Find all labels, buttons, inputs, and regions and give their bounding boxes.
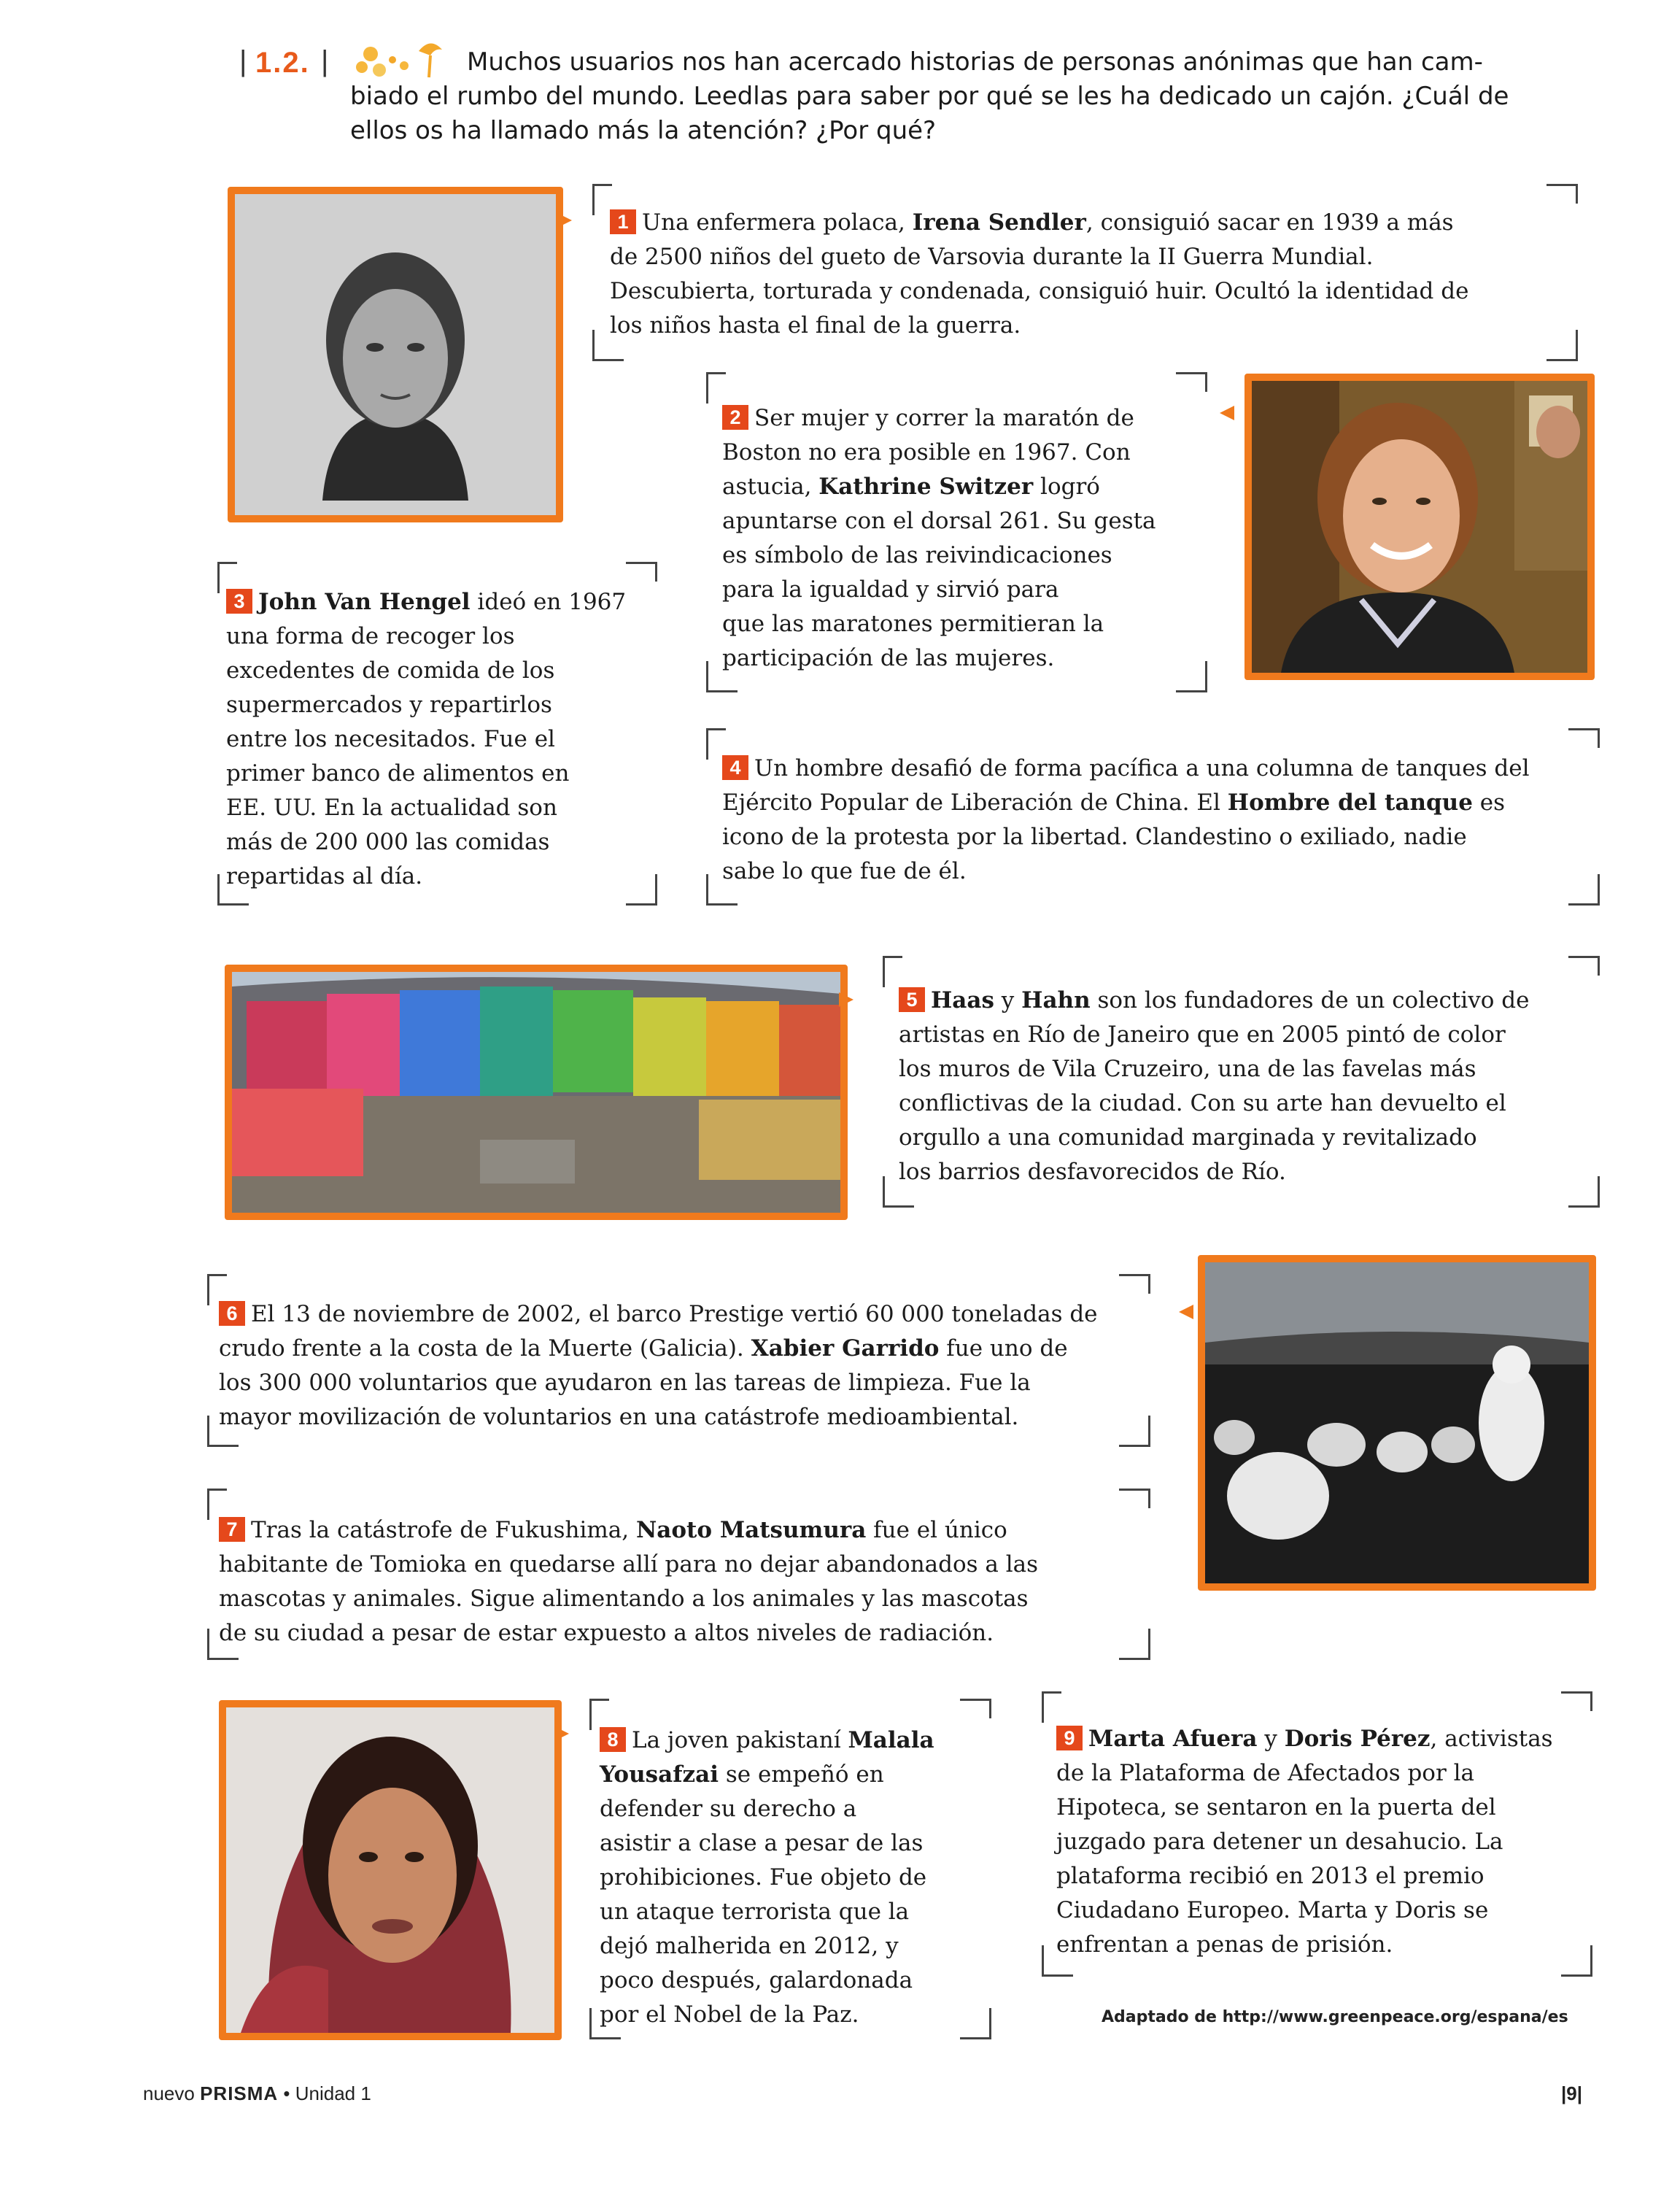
story-line (899, 1018, 1599, 1052)
intro-line-2: biado el rumbo del mundo. Leedlas para saber por qué se les ha dedicado un cajón. ¿Cuál de (350, 82, 1509, 111)
exercise-number: 1.2. (255, 47, 310, 79)
story-text-segment: mascotas y animales. Sigue alimentando a los animales y las mascotas (219, 1586, 1029, 1612)
pointer-arrow-8 (554, 1726, 569, 1741)
story-line (226, 619, 635, 654)
story-5-text (899, 984, 1599, 1189)
story-line (219, 1616, 1138, 1651)
story-number-badge: 3 (226, 589, 252, 614)
story-text-segment: La joven pakistaní (632, 1727, 848, 1753)
source-credit: Adaptado de http://www.greenpeace.org/espana/es (1102, 2008, 1568, 2026)
story-line (899, 1086, 1599, 1121)
story-3-text (226, 585, 635, 894)
footer-suffix: • Unidad 1 (278, 2082, 371, 2104)
story-line (219, 1548, 1138, 1582)
story-text-segment: sabe lo que fue de él. (722, 858, 967, 884)
story-text-segment: poco después, galardonada (600, 1967, 913, 1993)
story-text-segment: crudo frente a la costa de la Muerte (Galicia). (219, 1335, 751, 1362)
bracket-tl-1 (592, 184, 612, 215)
story-line (722, 573, 1204, 607)
story-text-segment: que las maratones permitieran la (722, 611, 1104, 637)
story-line (1056, 1825, 1596, 1859)
story-text-segment: primer banco de alimentos en (226, 760, 570, 787)
story-number-badge: 8 (600, 1727, 626, 1752)
story-line (722, 752, 1598, 786)
story-text-segment: orgullo a una comunidad marginada y revitalizado (899, 1124, 1477, 1151)
story-line (1056, 1893, 1596, 1928)
story-line (899, 1052, 1599, 1086)
story-text-segment: Ejército Popular de Liberación de China. El (722, 789, 1228, 816)
story-number-badge: 7 (219, 1517, 245, 1542)
story-4-text (722, 752, 1598, 889)
story-text-segment: , consiguió sacar en 1939 a más (1085, 209, 1454, 236)
person-name: Doris Pérez (1284, 1726, 1431, 1752)
footer-unit (143, 2082, 371, 2105)
story-text-segment: juzgado para detener un desahucio. La (1056, 1829, 1503, 1855)
bracket-tl-9 (1042, 1691, 1061, 1723)
story-line (1056, 1756, 1596, 1791)
story-line (722, 641, 1204, 676)
story-text-segment: Hipoteca, se sentaron en la puerta del (1056, 1794, 1496, 1821)
person-name: Haas (931, 987, 994, 1014)
story-text-segment: para la igualdad y sirvió para (722, 576, 1059, 603)
story-line (610, 274, 1558, 309)
story-text-segment: los muros de Vila Cruzeiro, una de las favelas más (899, 1056, 1476, 1082)
story-text-segment: Descubierta, torturada y condenada, consiguió huir. Ocultó la identidad de (610, 278, 1469, 304)
person-name: Yousafzai (600, 1761, 719, 1788)
pointer-arrow-5 (839, 992, 853, 1007)
intro-text (350, 45, 1612, 148)
story-line (226, 688, 635, 722)
story-line (1056, 1859, 1596, 1893)
story-text-segment: ideó en 1967 (470, 589, 627, 615)
story-line (600, 1998, 979, 2032)
story-line (1056, 1722, 1596, 1756)
story-text-segment: fue el único (866, 1517, 1007, 1543)
exercise-bar-right: | (321, 45, 329, 77)
story-text-segment: más de 200 000 las comidas (226, 829, 550, 855)
story-text-segment: entre los necesitados. Fue el (226, 726, 555, 752)
irena-sendler-photo (228, 187, 563, 522)
story-text-segment: excedentes de comida de los (226, 657, 555, 684)
story-text-segment: repartidas al día. (226, 863, 423, 889)
story-text-segment: de la Plataforma de Afectados por la (1056, 1760, 1475, 1786)
story-text-segment: se empeñó en (719, 1761, 884, 1788)
person-name: John Van Hengel (258, 589, 471, 615)
story-text-segment: de 2500 niños del gueto de Varsovia durante la II Guerra Mundial. (610, 244, 1374, 270)
bracket-tl-2 (706, 372, 726, 404)
story-text-segment: son los fundadores de un colectivo de (1090, 987, 1530, 1014)
page-number: |9| (1561, 2082, 1583, 2104)
story-8-text (600, 1723, 979, 2032)
bracket-tr-1 (1547, 184, 1578, 204)
story-2-text (722, 401, 1204, 676)
person-name: Naoto Matsumura (635, 1517, 867, 1543)
intro-line-3: ellos os ha llamado más la atención? ¿Por qué? (350, 116, 937, 145)
story-line (219, 1582, 1138, 1616)
story-text-segment: supermercados y repartirlos (226, 692, 552, 718)
person-name: Irena Sendler (912, 209, 1086, 236)
story-text-segment: Tras la catástrofe de Fukushima, (251, 1517, 636, 1543)
story-line (722, 504, 1204, 538)
story-line (722, 401, 1204, 436)
person-name: Marta Afuera (1088, 1726, 1258, 1752)
story-text-segment: es (1472, 789, 1506, 816)
story-text-segment: Ciudadano Europeo. Marta y Doris se (1056, 1897, 1489, 1923)
prestige-volunteers-photo (1198, 1255, 1596, 1591)
story-line (226, 825, 635, 860)
kathrine-switzer-photo (1244, 374, 1595, 680)
story-line (600, 1964, 979, 1998)
story-text-segment: Una enfermera polaca, (642, 209, 913, 236)
story-line (610, 206, 1558, 240)
portrait-woman-smiling-icon (1252, 381, 1587, 673)
story-number-badge: 6 (219, 1301, 245, 1326)
story-text-segment: mayor movilización de voluntarios en una catástrofe medioambiental. (219, 1404, 1019, 1430)
bracket-tr-9 (1561, 1691, 1592, 1711)
story-text-segment: prohibiciones. Fue objeto de (600, 1864, 927, 1891)
bracket-tr-2 (1176, 372, 1207, 392)
story-text-segment: Boston no era posible en 1967. Con (722, 439, 1131, 466)
story-line (899, 984, 1599, 1018)
story-text-segment: astucia, (722, 474, 819, 500)
story-text-segment: de su ciudad a pesar de estar expuesto a altos niveles de radiación. (219, 1620, 994, 1646)
story-line (226, 585, 635, 619)
bracket-tr-6 (1119, 1274, 1150, 1294)
story-line (899, 1121, 1599, 1155)
story-text-segment: un ataque terrorista que la (600, 1899, 910, 1925)
story-text-segment: Ser mujer y correr la maratón de (754, 405, 1134, 431)
story-number-badge: 4 (722, 755, 748, 780)
story-line (722, 538, 1204, 573)
story-line (1056, 1791, 1596, 1825)
story-line (600, 1792, 979, 1826)
story-number-badge: 2 (722, 405, 748, 430)
story-text-segment: , activistas (1430, 1726, 1553, 1752)
volunteers-cleaning-icon (1205, 1262, 1589, 1583)
story-6-text (219, 1297, 1138, 1435)
footer-prefix: nuevo (143, 2082, 201, 2104)
story-text-segment: icono de la protesta por la libertad. Clandestino o exiliado, nadie (722, 824, 1467, 850)
story-line (219, 1513, 1138, 1548)
story-line (600, 1861, 979, 1895)
story-line (722, 854, 1598, 889)
exercise-bar-left: | (239, 45, 247, 77)
bracket-tr-5 (1568, 956, 1600, 976)
person-name: Hahn (1021, 987, 1091, 1014)
story-text-segment: artistas en Río de Janeiro que en 2005 pintó de color (899, 1022, 1506, 1048)
story-text-segment: asistir a clase a pesar de las (600, 1830, 924, 1856)
story-text-segment: los 300 000 voluntarios que ayudaron en las tareas de limpieza. Fue la (219, 1370, 1031, 1396)
story-text-segment: enfrentan a penas de prisión. (1056, 1931, 1393, 1958)
footer-brand: PRISMA (200, 2082, 279, 2104)
story-text-segment: los niños hasta el final de la guerra. (610, 312, 1021, 339)
story-text-segment: plataforma recibió en 2013 el premio (1056, 1863, 1484, 1889)
story-text-segment: y (1257, 1726, 1285, 1752)
story-text-segment: logró (1033, 474, 1100, 500)
bracket-tl-5 (883, 956, 902, 987)
malala-photo (219, 1700, 562, 2040)
bracket-tr-8 (960, 1699, 991, 1718)
story-line (722, 786, 1598, 820)
story-line (600, 1723, 979, 1758)
story-line (226, 860, 635, 894)
story-text-segment: apuntarse con el dorsal 261. Su gesta (722, 508, 1156, 534)
story-text-segment: defender su derecho a (600, 1796, 857, 1822)
person-name: Xabier Garrido (751, 1335, 940, 1362)
story-line (722, 607, 1204, 641)
portrait-girl-headscarf-icon (226, 1707, 554, 2033)
pointer-arrow-6 (1179, 1305, 1193, 1319)
page-number-value: 9 (1566, 2082, 1577, 2104)
story-text-segment: una forma de recoger los (226, 623, 515, 649)
story-line (600, 1758, 979, 1792)
story-line (600, 1929, 979, 1964)
story-line (722, 820, 1598, 854)
story-text-segment: participación de las mujeres. (722, 645, 1055, 671)
story-line (226, 757, 635, 791)
story-9-text (1056, 1722, 1596, 1962)
story-line (610, 240, 1558, 274)
story-1-text (610, 206, 1558, 343)
story-text-segment: es símbolo de las reivindicaciones (722, 542, 1112, 568)
story-line (219, 1366, 1138, 1400)
story-number-badge: 5 (899, 987, 925, 1012)
bracket-tr-3 (626, 562, 657, 582)
story-text-segment: fue uno de (939, 1335, 1068, 1362)
story-line (226, 654, 635, 688)
bracket-tr-7 (1119, 1489, 1150, 1508)
intro-line-1: Muchos usuarios nos han acercado historias de personas anónimas que han cam- (467, 47, 1483, 77)
story-text-segment: por el Nobel de la Paz. (600, 2001, 859, 2028)
story-line (600, 1895, 979, 1929)
story-line (219, 1400, 1138, 1435)
story-text-segment: los barrios desfavorecidos de Río. (899, 1159, 1286, 1185)
story-text-segment: y (994, 987, 1022, 1014)
story-line (226, 722, 635, 757)
story-line (219, 1297, 1138, 1332)
person-name: Hombre del tanque (1227, 789, 1473, 816)
story-number-badge: 1 (610, 209, 636, 234)
story-line (1056, 1928, 1596, 1962)
story-7-text (219, 1513, 1138, 1651)
story-line (722, 436, 1204, 470)
person-name: Malala (848, 1727, 934, 1753)
colorful-houses-icon (232, 972, 840, 1213)
pointer-arrow-1 (557, 213, 572, 228)
story-text-segment: habitante de Tomioka en quedarse allí para no dejar abandonados a las (219, 1551, 1039, 1578)
story-text-segment: Un hombre desafió de forma pacífica a una columna de tanques del (754, 755, 1530, 781)
favela-photo (225, 965, 848, 1220)
bracket-tr-4 (1568, 728, 1600, 748)
story-text-segment: EE. UU. En la actualidad son (226, 795, 557, 821)
pointer-arrow-2 (1220, 406, 1234, 420)
story-line (610, 309, 1558, 343)
story-text-segment: conflictivas de la ciudad. Con su arte han devuelto el (899, 1090, 1506, 1116)
story-line (899, 1155, 1599, 1189)
person-name: Kathrine Switzer (818, 474, 1034, 500)
story-text-segment: dejó malherida en 2012, y (600, 1933, 899, 1959)
story-text-segment: El 13 de noviembre de 2002, el barco Prestige vertió 60 000 toneladas de (251, 1301, 1098, 1327)
story-line (722, 470, 1204, 504)
story-line (219, 1332, 1138, 1366)
story-line (600, 1826, 979, 1861)
story-line (226, 791, 635, 825)
story-number-badge: 9 (1056, 1726, 1083, 1750)
portrait-woman-bw-icon (235, 194, 556, 515)
